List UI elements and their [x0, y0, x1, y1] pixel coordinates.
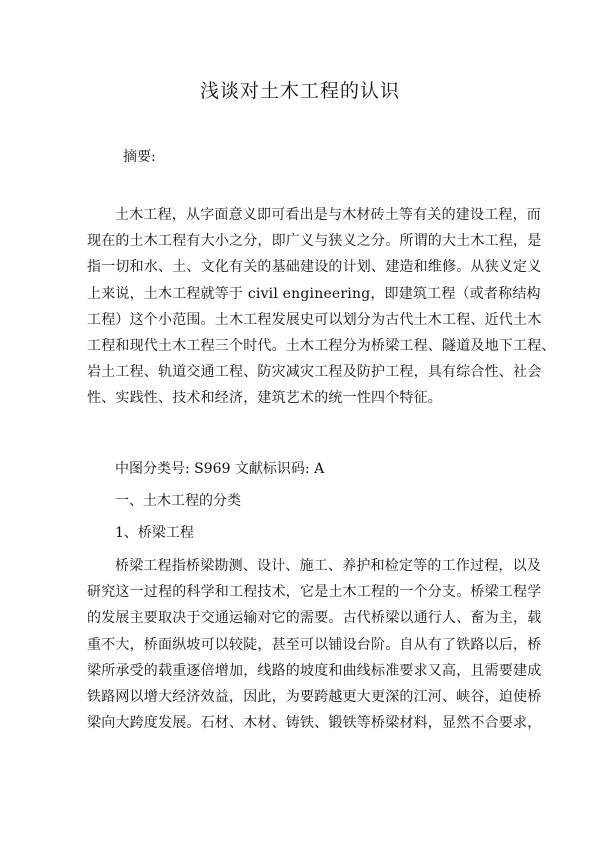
abstract-line: 岩土工程、轨道交通工程、防灾减灾工程及防护工程，具有综合性、社会 — [87, 364, 542, 381]
bridge-line: 重不大，桥面纵坡可以较陡，甚至可以铺设台阶。自从有了铁路以后，桥 — [87, 636, 542, 653]
abstract-label: 摘要: — [123, 149, 156, 165]
bridge-line: 梁向大跨度发展。石材、木材、铸铁、锻铁等桥梁材料，显然不合要求， — [87, 715, 542, 732]
abstract-line: 土木工程，从字面意义即可看出是与木材砖土等有关的建设工程，而 — [115, 207, 541, 223]
bridge-line: 铁路网以增大经济效益，因此，为要跨越更大更深的江河、峡谷，迫使桥 — [87, 688, 542, 705]
abstract-line: 工程和现代土木工程三个时代。土木工程分为桥梁工程、隧道及地下工程、 — [87, 337, 556, 354]
classification-line: 中图分类号: S969 文献标识码: A — [115, 461, 325, 477]
abstract-line: 现在的土木工程有大小之分，即广义与狭义之分。所谓的大土木工程，是 — [87, 233, 542, 250]
section-heading: 一、土木工程的分类 — [115, 493, 241, 509]
abstract-line: 指一切和水、土、文化有关的基础建设的计划、建造和维修。从狭义定义 — [87, 259, 542, 276]
bridge-line: 的发展主要取决于交通运输对它的需要。古代桥梁以通行人、畜为主，载 — [87, 610, 542, 627]
abstract-line: 工程）这个小范围。土木工程发展史可以划分为古代土木工程、近代土木 — [87, 311, 542, 328]
bridge-line: 研究这一过程的科学和工程技术，它是土木工程的一个分支。桥梁工程学 — [87, 584, 542, 601]
abstract-paragraph — [87, 202, 556, 412]
bridge-paragraph — [87, 553, 542, 736]
page-title: 浅谈对土木工程的认识 — [199, 80, 400, 102]
abstract-line: 上来说，土木工程就等于 civil engineering，即建筑工程（或者称结构 — [87, 285, 541, 302]
subsection-heading: 1、桥梁工程 — [115, 525, 194, 541]
bridge-line: 桥梁工程指桥梁勘测、设计、施工、养护和检定等的工作过程，以及 — [115, 558, 541, 574]
bridge-line: 梁所承受的载重逐倍增加，线路的坡度和曲线标准要求又高，且需要建成 — [87, 662, 542, 679]
abstract-line: 性、实践性、技术和经济，建筑艺术的统一性四个特征。 — [87, 390, 442, 407]
